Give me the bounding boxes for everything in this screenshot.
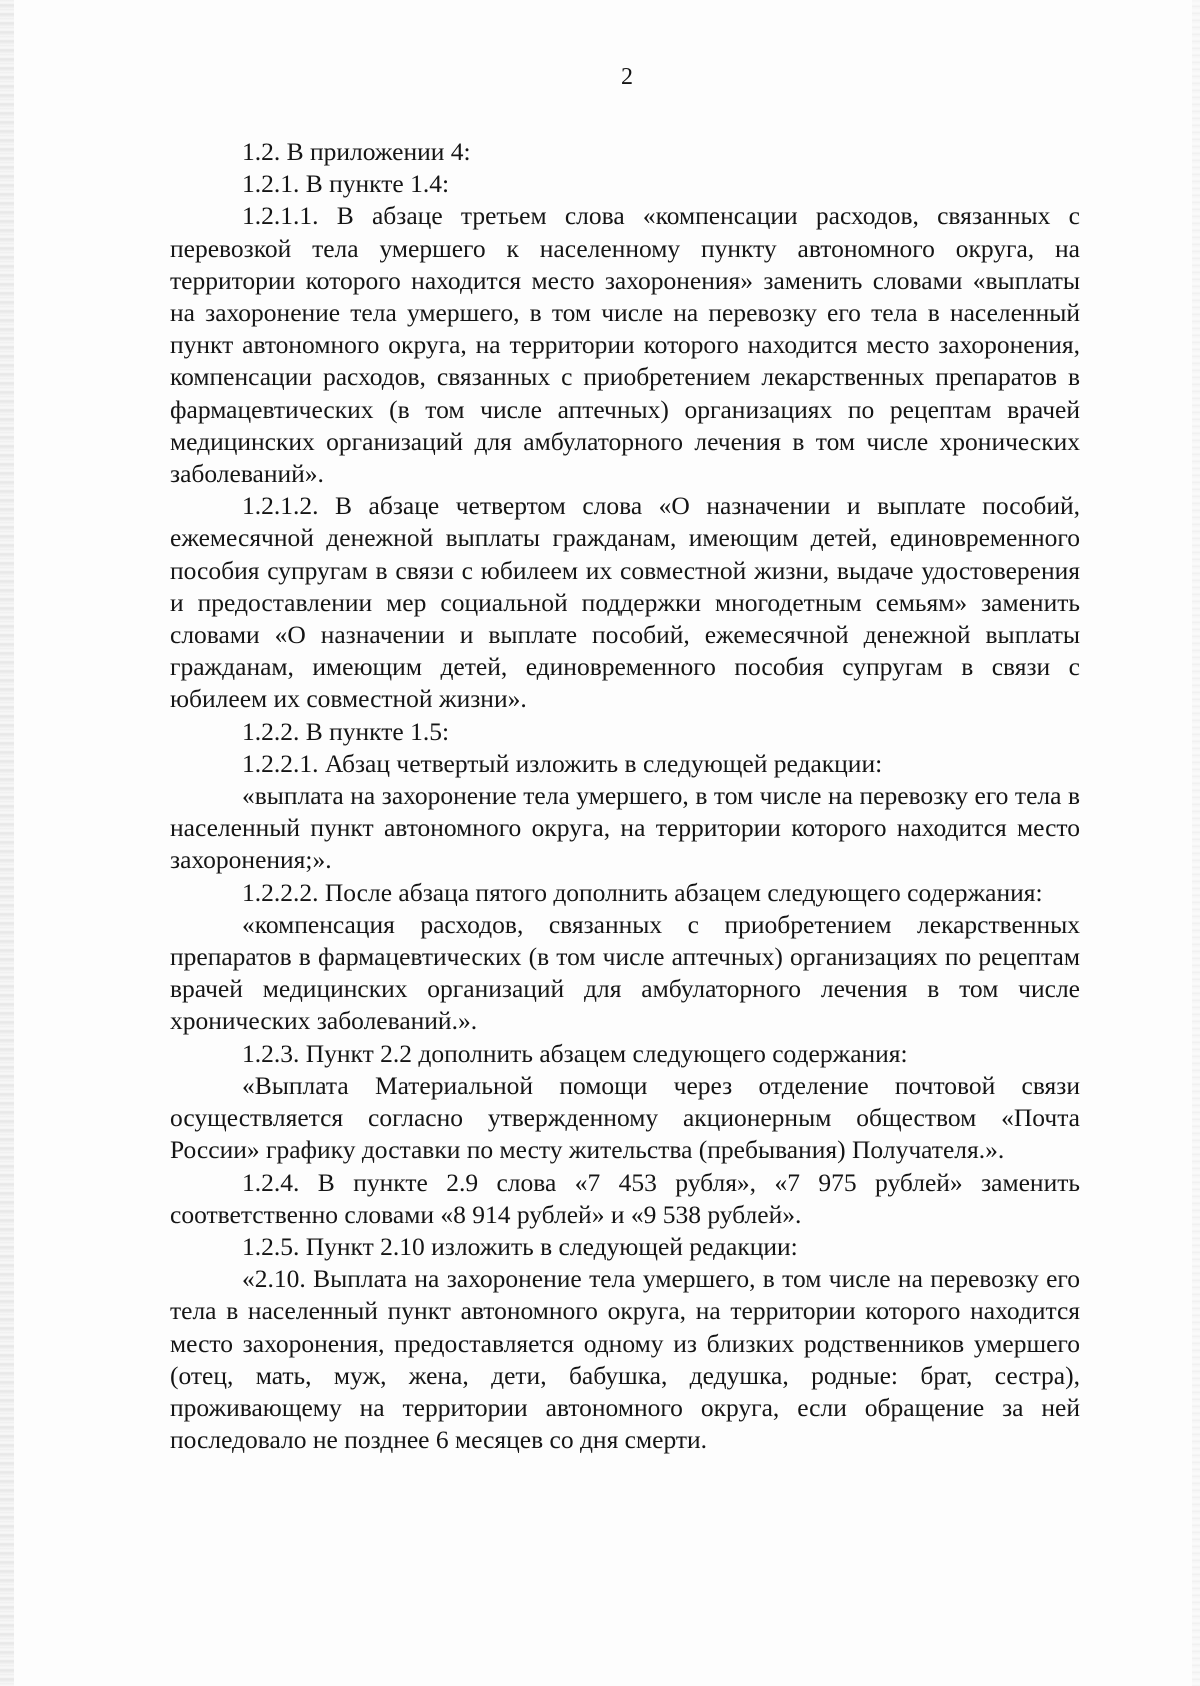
paragraph-1-2-4: 1.2.4. В пункте 2.9 слова «7 453 рубля», «7 975 рублей» заменить соответственно словами «8 914 рублей» и «9 538 рублей».	[170, 1167, 1080, 1229]
paragraph-1-2-2-1: 1.2.2.1. Абзац четвертый изложить в следующей редакции:	[242, 748, 883, 778]
quoted-paragraph-postal-delivery: «Выплата Материальной помощи через отделение почтовой связи осуществляется согласно утвержденному акционерным обществом «Почта России» графику доставки по месту жительства (пребывания) Получателя.».	[170, 1070, 1080, 1165]
paragraph-1-2: 1.2. В приложении 4:	[242, 137, 471, 166]
paragraph-1-2-1: 1.2.1. В пункте 1.4:	[242, 169, 450, 199]
page-number: 2	[621, 64, 633, 90]
scan-edge-left	[0, 0, 14, 1686]
paragraph-1-2-2: 1.2.2. В пункте 1.5:	[242, 716, 450, 746]
quoted-paragraph-burial-payment: «выплата на захоронение тела умершего, в том числе на перевозку его тела в населенный пункт автономного округа, на территории которого находится место захоронения;».	[170, 781, 1080, 875]
document-body	[170, 136, 1080, 1456]
paragraph-1-2-3: 1.2.3. Пункт 2.2 дополнить абзацем следующего содержания:	[242, 1038, 908, 1068]
paragraph-1-2-5: 1.2.5. Пункт 2.10 изложить в следующей редакции:	[242, 1231, 798, 1261]
paragraph-1-2-1-2: 1.2.1.2. В абзаце четвертом слова «О назначении и выплате пособий, ежемесячной денежной выплаты гражданам, имеющим детей, единовременного пособия супругам в связи с юбилеем их совместной жизни, выдаче удостоверения и предоставлении мер социальной поддержки многодетным семьям» заменить словами «О назначении и выплате пособий, ежемесячной денежной выплаты гражданам, имеющим детей, единовременного пособия супругам в связи с юбилеем их совместной жизни».	[170, 491, 1080, 714]
paragraph-1-2-1-1: 1.2.1.1. В абзаце третьем слова «компенсации расходов, связанных с перевозкой тела умершего к населенному пункту автономного округа, на территории которого находится место захоронения» заменить словами «выплаты на захоронение тела умершего, в том числе на перевозку его тела в населенный пункт автономного округа, на территории которого находится место захоронения, компенсации расходов, связанных с приобретением лекарственных препаратов в фармацевтических (в том числе аптечных) организациях по рецептам врачей медицинских организаций для амбулаторного лечения в том числе хронических заболеваний».	[170, 201, 1080, 489]
scan-edge-right	[1192, 0, 1200, 1686]
quoted-paragraph-medication-compensation: «компенсация расходов, связанных с приобретением лекарственных препаратов в фармацевтических (в том числе аптечных) организациях по рецептам врачей медицинских организаций для амбулаторного лечения в том числе хронических заболеваний.».	[170, 909, 1080, 1036]
quoted-paragraph-2-10: «2.10. Выплата на захоронение тела умершего, в том числе на перевозку его тела в населенный пункт автономного округа, на территории которого находится место захоронения, предоставляется одному из близких родственников умершего (отец, мать, муж, жена, дети, бабушка, дедушка, родные: брат, сестра), проживающему на территории автономного округа, если обращение за ней последовало не позднее 6 месяцев со дня смерти.	[170, 1264, 1080, 1455]
paragraph-1-2-2-2: 1.2.2.2. После абзаца пятого дополнить абзацем следующего содержания:	[242, 877, 1043, 907]
